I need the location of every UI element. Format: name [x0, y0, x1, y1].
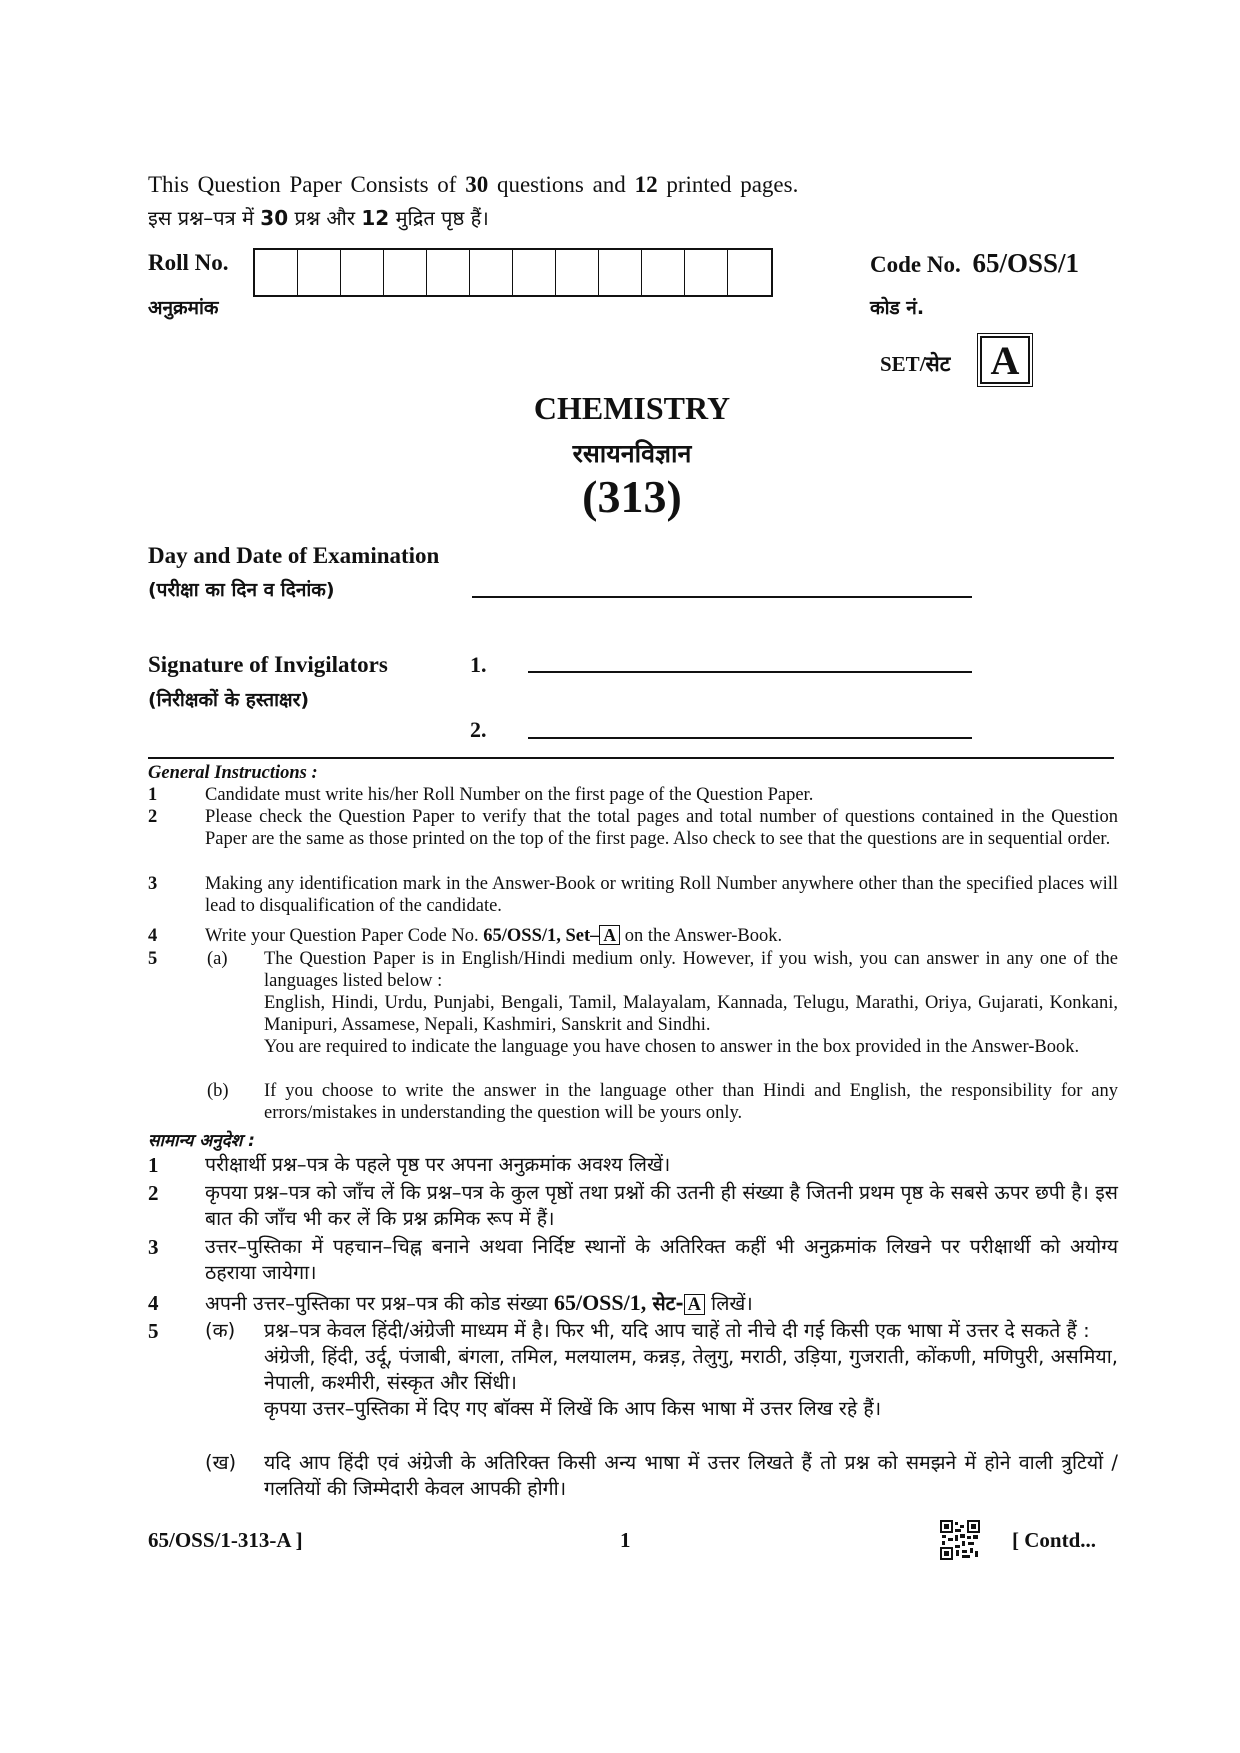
roll-cell[interactable] [255, 250, 298, 295]
exam-date-label: Day and Date of Examination [148, 543, 440, 568]
invigilator-1-line[interactable] [528, 671, 972, 673]
roll-cell[interactable] [427, 250, 470, 295]
instruction-4: 4 Write your Question Paper Code No. 65/OSS/1, Set– A on the Answer-Book. [148, 925, 783, 946]
set-value: A [990, 338, 1020, 383]
code-label-hindi: कोड नं. [870, 297, 925, 319]
instruction-3: 3 Making any identification mark in the Answer-Book or writing Roll Number anywhere other than the specified places will lead to disqualification of the candidate. [148, 874, 1118, 916]
hindi-instruction-4: 4 अपनी उत्तर–पुस्तिका पर प्रश्न–पत्र की कोड संख्या 65/OSS/1, सेट- A लिखें। [148, 1290, 753, 1315]
general-instructions-heading: General Instructions : [148, 763, 318, 783]
subject-code: (313) [582, 471, 682, 522]
continued-label: [ Contd... [1012, 1528, 1097, 1552]
invigilator-2-number: 2. [470, 717, 487, 742]
set-label: SET/सेट [880, 352, 951, 376]
roll-cell[interactable] [470, 250, 513, 295]
roll-cell[interactable] [298, 250, 341, 295]
instruction-5: 5 (a) The Question Paper is in English/Hindi medium only. However, if you wish, you can answer in any one of the languages listed below : English, Hindi, Urdu, Punjabi, Bengali, Tamil, Malayalam, Kannada, Telugu, Marathi, Oriya, Gujarati, Konkani, Manipuri, Assamese, Nepali, Kashmiri, Sanskrit and Sindhi. You are required to indicate the language you have chosen to answer in the box provided in the Answer-Book. (b) If you choose to write the answer in the language other than Hindi and English, the responsibility for any errors/mistakes in understanding the question will be yours only. [148, 949, 1118, 1123]
page-number: 1 [620, 1528, 631, 1552]
roll-cell[interactable] [685, 250, 728, 295]
roll-number-boxes[interactable] [253, 248, 773, 297]
hindi-instructions-heading: सामान्य अनुदेश : [148, 1131, 255, 1151]
hindi-instruction-1: 1 परीक्षार्थी प्रश्न–पत्र के पहले पृष्ठ पर अपना अनुक्रमांक अवश्य लिखें। [148, 1153, 671, 1177]
code-number: Code No. 65/OSS/1 [870, 248, 1080, 278]
roll-cell[interactable] [728, 250, 771, 295]
subject-title-hindi: रसायनविज्ञान [572, 439, 692, 468]
hindi-instruction-5: 5 (क) प्रश्न–पत्र केवल हिंदी/अंग्रेजी माध्यम में है। फिर भी, यदि आप चाहें तो नीचे दी गई किसी एक भाषा में उत्तर दे सकते हैं : अंग्रेजी, हिंदी, उर्दू, पंजाबी, बंगला, तमिल, मलयालम, कन्नड़, तेलुगु, मराठी, उड़िया, गुजराती, कोंकणी, मणिपुरी, असमिया, नेपाली, कश्मीरी, संस्कृत और सिंधी। कृपया उत्तर–पुस्तिका में दिए गए बॉक्स में लिखें कि आप किस भाषा में उत्तर लिख रहे हैं। (ख) यदि आप हिंदी एवं अंग्रेजी के अतिरिक्त किसी अन्य भाषा में उत्तर लिखते हैं तो प्रश्न को समझने में होने वाली त्रुटियों / गलतियों की जिम्मेदारी केवल आपकी होगी। [148, 1319, 1118, 1500]
footer-paper-code: 65/OSS/1-313-A ] [148, 1528, 303, 1552]
roll-label: Roll No. [148, 250, 229, 275]
instruction-1: 1 Candidate must write his/her Roll Number on the first page of the Question Paper. [148, 785, 814, 805]
roll-cell[interactable] [513, 250, 556, 295]
roll-cell[interactable] [642, 250, 685, 295]
roll-cell[interactable] [341, 250, 384, 295]
qr-code-icon [940, 1520, 980, 1560]
instruction-2: 2 Please check the Question Paper to verify that the total pages and total number of questions contained in the Question Paper are the same as those printed on the top of the first page. Also check to see that the questions are in sequential order. [148, 807, 1118, 849]
roll-label-hindi: अनुक्रमांक [148, 297, 219, 319]
pages-info-english: This Question Paper Consists of 30 questions and 12 printed pages. [148, 172, 799, 197]
invigilator-1-number: 1. [470, 652, 487, 677]
roll-cell[interactable] [556, 250, 599, 295]
roll-cell[interactable] [384, 250, 427, 295]
invigilators-label: Signature of Invigilators [148, 652, 388, 677]
hindi-instruction-3: 3 उत्तर–पुस्तिका में पहचान–चिह्न बनाने अथवा निर्दिष्ट स्थानों के अतिरिक्त कहीं भी अनुक्रमांक लिखने पर परीक्षार्थी को अयोग्य ठहराया जायेगा। [148, 1235, 1118, 1284]
exam-date-label-hindi: (परीक्षा का दिन व दिनांक) [148, 579, 335, 601]
section-divider [148, 757, 1114, 759]
set-box [980, 336, 1030, 384]
subject-title: CHEMISTRY [533, 390, 731, 426]
roll-cell[interactable] [599, 250, 642, 295]
invigilators-label-hindi: (निरीक्षकों के हस्ताक्षर) [148, 689, 310, 711]
invigilator-2-line[interactable] [528, 737, 972, 739]
pages-info-hindi: इस प्रश्न–पत्र में 30 प्रश्न और 12 मुद्रित पृष्ठ हैं। [148, 206, 489, 230]
hindi-instruction-2: 2 कृपया प्रश्न–पत्र को जाँच लें कि प्रश्न–पत्र के कुल पृष्ठों तथा प्रश्नों की उतनी ही संख्या है जितनी प्रथम पृष्ठ के सबसे ऊपर छपी है। इस बात की जाँच भी कर लें कि प्रश्न क्रमिक रूप में हैं। [148, 1181, 1118, 1230]
exam-date-line[interactable] [472, 596, 972, 598]
